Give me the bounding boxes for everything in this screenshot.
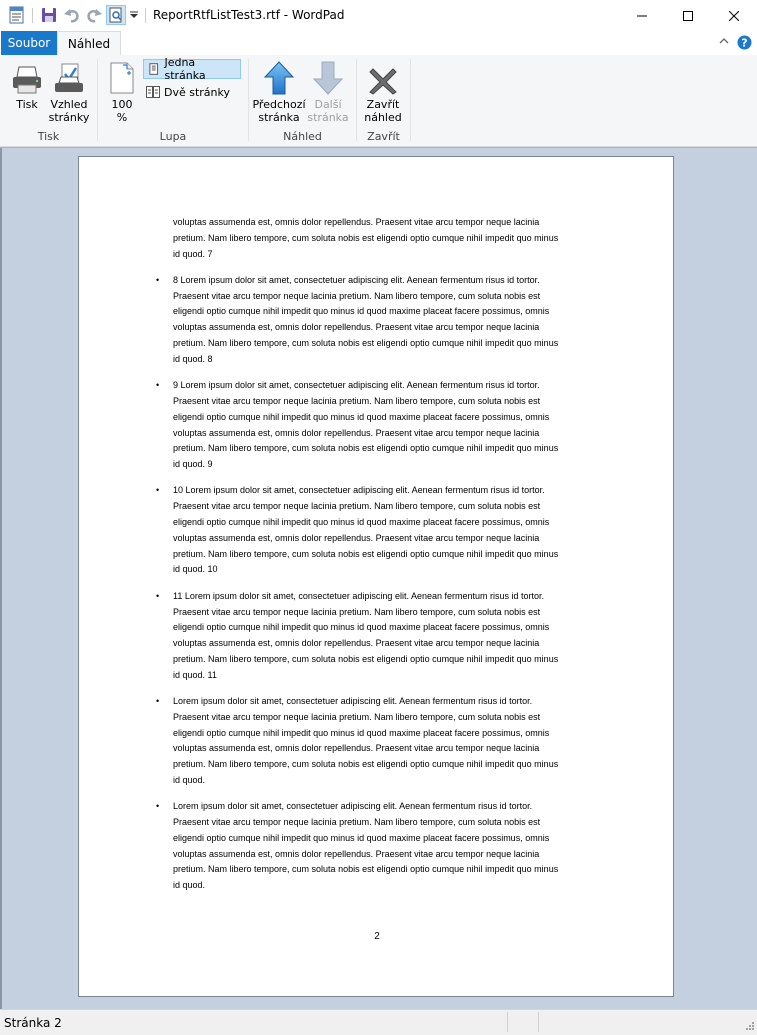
tab-file[interactable]: Soubor	[1, 31, 57, 55]
zoom-label-line1: 100	[111, 98, 133, 111]
bullet-icon: •	[156, 380, 160, 391]
paragraph-text: Lorem ipsum dolor sit amet, consectetuer adipiscing elit. Aenean fermentum risus id tortor. Praesent vitae arcu tempor neque lacinia pretium. Nam libero tempore, cum soluta nobis est eligendi optio cumque nihil impedit quo minus id quod maxime placeat facere possimus, omnis voluptas assumenda est, omnis dolor repellendus. Praesent vitae arcu tempor neque lacinia pretium. Nam libero tempore, cum soluta nobis est eligendi optio cumque nihil impedit quo minus id quod.	[173, 696, 559, 785]
document-paragraph	[156, 273, 643, 368]
next-page-label-line1: Další	[314, 98, 342, 111]
close-button[interactable]	[711, 0, 757, 31]
document-paragraph	[156, 694, 643, 789]
two-pages-icon	[146, 86, 160, 98]
printer-icon	[8, 59, 46, 95]
page-setup-button[interactable]	[47, 59, 91, 124]
paragraph-text: 10 Lorem ipsum dolor sit amet, consectetuer adipiscing elit. Aenean fermentum risus id tortor. Praesent vitae arcu tempor neque lacinia pretium. Nam libero tempore, cum soluta nobis est eligendi optio cumque nihil impedit quo minus id quod maxime placeat facere possimus, omnis voluptas assumenda est, omnis dolor repellendus. Praesent vitae arcu tempor neque lacinia pretium. Nam libero tempore, cum soluta nobis est eligendi optio cumque nihil impedit quo minus id quod. 10	[173, 485, 559, 575]
title-bar	[0, 0, 757, 31]
resize-grip-icon[interactable]	[744, 1020, 754, 1033]
zoom-label-line2: %	[116, 111, 128, 124]
two-pages-button[interactable]	[143, 82, 241, 102]
bullet-icon: •	[156, 274, 160, 285]
previous-page-label-line2: stránka	[258, 111, 300, 124]
wordpad-app-icon[interactable]	[8, 6, 26, 24]
close-preview-label-line2: náhled	[364, 111, 402, 124]
document-paragraph	[156, 483, 643, 578]
close-preview-button[interactable]	[360, 59, 406, 124]
preview-left-edge	[0, 148, 2, 1010]
page-setup-icon	[47, 59, 91, 95]
group-print-label: Tisk	[37, 130, 60, 143]
group-zoom-label: Lupa	[159, 130, 187, 143]
paragraph-text: 8 Lorem ipsum dolor sit amet, consectetuer adipiscing elit. Aenean fermentum risus id tortor. Praesent vitae arcu tempor neque lacinia pretium. Nam libero tempore, cum soluta nobis est eligendi optio cumque nihil impedit quo minus id quod maxime placeat facere possimus, omnis voluptas assumenda est, omnis dolor repellendus. Praesent vitae arcu tempor neque lacinia pretium. Nam libero tempore, cum soluta nobis est eligendi optio cumque nihil impedit quo minus id quod. 8	[173, 274, 559, 364]
status-divider	[507, 1012, 508, 1032]
previous-page-label-line1: Předchozí	[252, 98, 306, 111]
maximize-icon	[683, 11, 693, 21]
group-zoom	[98, 55, 248, 146]
paragraph-text: Lorem ipsum dolor sit amet, consectetuer adipiscing elit. Aenean fermentum risus id tortor. Praesent vitae arcu tempor neque lacinia pretium. Nam libero tempore, cum soluta nobis est eligendi optio cumque nihil impedit quo minus id quod maxime placeat facere possimus, omnis voluptas assumenda est, omnis dolor repellendus. Praesent vitae arcu tempor neque lacinia pretium. Nam libero tempore, cum soluta nobis est eligendi optio cumque nihil impedit quo minus id quod.	[173, 801, 559, 891]
save-icon[interactable]	[40, 6, 58, 24]
one-page-button[interactable]	[143, 56, 241, 82]
two-pages-label: Dvě stránky	[164, 85, 231, 99]
redo-icon[interactable]	[85, 6, 103, 24]
print-preview-icon[interactable]	[106, 5, 126, 25]
help-icon[interactable]	[737, 35, 752, 53]
group-separator	[410, 59, 411, 141]
minimize-icon	[637, 11, 647, 21]
qa-divider	[32, 8, 33, 23]
group-preview-label: Náhled	[283, 130, 322, 143]
tab-preview[interactable]: Náhled	[57, 31, 121, 55]
one-page-label: Jedna stránka	[164, 56, 206, 82]
one-page-icon	[147, 63, 160, 75]
close-preview-label-line1: Zavřít	[366, 98, 400, 111]
arrow-down-icon	[307, 59, 349, 95]
print-button[interactable]	[8, 59, 46, 111]
minimize-button[interactable]	[619, 0, 665, 31]
document-paragraph	[173, 215, 643, 262]
paragraph-text: voluptas assumenda est, omnis dolor repellendus. Praesent vitae arcu tempor neque lacinia pretium. Nam libero tempore, cum soluta nobis est eligendi optio cumque nihil impedit quo minus id quod. 7	[173, 217, 559, 259]
bullet-icon: •	[156, 485, 160, 496]
bullet-icon: •	[156, 590, 160, 601]
page-number: 2	[374, 931, 380, 942]
status-divider	[538, 1012, 539, 1032]
collapse-ribbon-icon[interactable]	[718, 35, 730, 50]
arrow-up-icon	[251, 59, 307, 95]
zoom-100-button[interactable]	[106, 59, 138, 124]
close-x-icon	[360, 59, 406, 95]
ribbon	[0, 55, 757, 147]
preview-page[interactable]	[78, 156, 674, 997]
paragraph-text: 11 Lorem ipsum dolor sit amet, consectetuer adipiscing elit. Aenean fermentum risus id tortor. Praesent vitae arcu tempor neque lacinia pretium. Nam libero tempore, cum soluta nobis est eligendi optio cumque nihil impedit quo minus id quod maxime placeat facere possimus, omnis voluptas assumenda est, omnis dolor repellendus. Praesent vitae arcu tempor neque lacinia pretium. Nam libero tempore, cum soluta nobis est eligendi optio cumque nihil impedit quo minus id quod. 11	[173, 590, 559, 680]
bullet-icon: •	[156, 801, 160, 812]
next-page-button[interactable]	[307, 59, 349, 124]
document-paragraph	[156, 799, 643, 894]
paragraph-text: 9 Lorem ipsum dolor sit amet, consectetuer adipiscing elit. Aenean fermentum risus id tortor. Praesent vitae arcu tempor neque lacinia pretium. Nam libero tempore, cum soluta nobis est eligendi optio cumque nihil impedit quo minus id quod maxime placeat facere possimus, omnis voluptas assumenda est, omnis dolor repellendus. Praesent vitae arcu tempor neque lacinia pretium. Nam libero tempore, cum soluta nobis est eligendi optio cumque nihil impedit quo minus id quod. 9	[173, 380, 559, 470]
zoom-page-icon	[106, 59, 138, 95]
group-close-label: Zavřít	[367, 130, 400, 143]
print-preview-area[interactable]	[0, 147, 757, 1010]
page-setup-label-line2: stránky	[48, 111, 90, 124]
bullet-icon: •	[156, 696, 160, 707]
group-close	[357, 55, 410, 146]
window-title: ReportRtfListTest3.rtf - WordPad	[153, 8, 345, 22]
undo-icon[interactable]	[63, 6, 81, 24]
previous-page-button[interactable]	[251, 59, 307, 124]
group-print	[0, 55, 97, 146]
page-setup-label-line1: Vzhled	[50, 98, 88, 111]
customize-dropdown-icon[interactable]	[129, 6, 139, 24]
close-icon	[729, 11, 739, 21]
status-page: Stránka 2	[4, 1016, 62, 1030]
svg-text:?: ?	[741, 36, 748, 50]
next-page-label-line2: stránka	[307, 111, 349, 124]
document-paragraph	[156, 589, 643, 684]
maximize-button[interactable]	[665, 0, 711, 31]
print-button-label: Tisk	[16, 98, 38, 111]
group-preview	[249, 55, 356, 146]
document-body	[156, 215, 643, 905]
document-paragraph	[156, 378, 643, 473]
qa-divider	[145, 8, 146, 23]
status-bar	[0, 1009, 757, 1035]
